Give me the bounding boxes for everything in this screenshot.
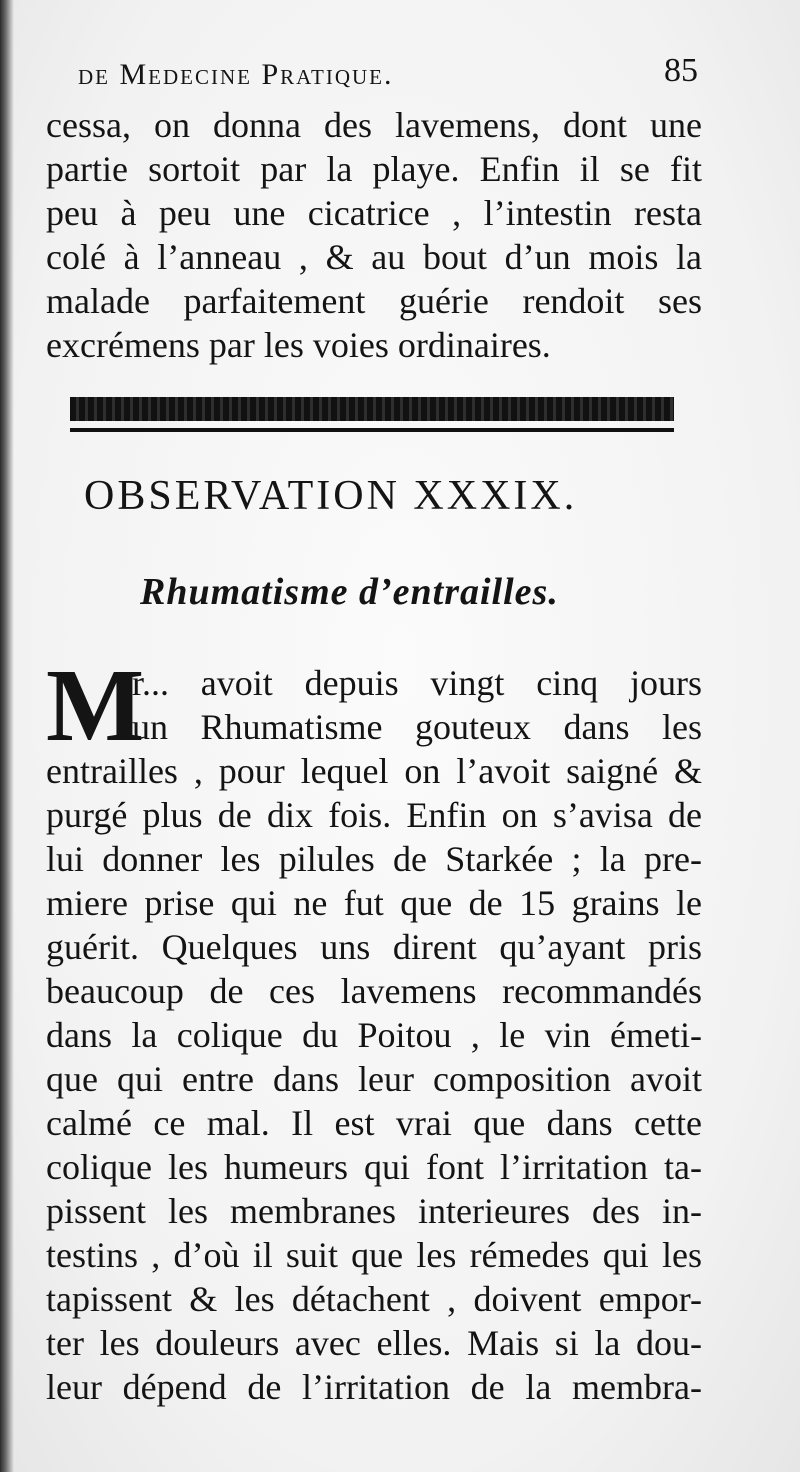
text-line: miere prise qui ne fut que de 15 grains le	[46, 883, 702, 923]
text-line: pissent les membranes interieures des in-	[46, 1191, 702, 1231]
text-line: colé à l’anneau , & au bout d’un mois la	[46, 237, 702, 277]
text-line: un Rhumatisme gouteux dans les	[132, 707, 702, 747]
text-line: peu à peu une cicatrice , l’intestin resta	[46, 193, 702, 233]
text-line: beaucoup de ces lavemens recommandés	[46, 971, 702, 1011]
ornamental-rule-thick	[70, 397, 674, 421]
ornamental-rule-thin	[70, 428, 674, 432]
binding-gutter-shadow	[0, 0, 14, 1472]
running-header	[78, 52, 708, 104]
text-line: tapissent & les détachent , doivent empor-	[46, 1279, 702, 1319]
page-number: 85	[664, 52, 698, 89]
text-line: partie sortoit par la playe. Enfin il se fit	[46, 149, 702, 189]
text-line: malade parfaitement guérie rendoit ses	[46, 281, 702, 321]
observation-heading: OBSERVATION XXXIX.	[84, 473, 578, 519]
text-line: r... avoit depuis vingt cinq jours	[132, 663, 702, 703]
running-title: de Medecine Pratique.	[78, 58, 394, 91]
text-line: entrailles , pour lequel on l’avoit saigné &	[46, 751, 702, 791]
text-line: cessa, on donna des lavemens, dont une	[46, 105, 702, 145]
text-line: ter les douleurs avec elles. Mais si la dou-	[46, 1323, 702, 1363]
text-line: testins , d’où il suit que les rémedes qui les	[46, 1235, 702, 1275]
text-line: colique les humeurs qui font l’irritation ta-	[46, 1147, 702, 1187]
text-line: dans la colique du Poitou , le vin émeti-	[46, 1015, 702, 1055]
text-line: calmé ce mal. Il est vrai que dans cette	[46, 1103, 702, 1143]
text-line: leur dépend de l’irritation de la membra-	[46, 1367, 702, 1407]
text-line: purgé plus de dix fois. Enfin on s’avisa de	[46, 795, 702, 835]
text-line: excrémens par les voies ordinaires.	[46, 325, 551, 365]
text-line: guérit. Quelques uns dirent qu’ayant pris	[46, 927, 702, 967]
text-line: que qui entre dans leur composition avoit	[46, 1059, 702, 1099]
observation-subheading: Rhumatisme d’entrailles.	[140, 571, 559, 613]
text-line: lui donner les pilules de Starkée ; la pre-	[46, 839, 702, 879]
drop-cap: M	[46, 648, 145, 763]
